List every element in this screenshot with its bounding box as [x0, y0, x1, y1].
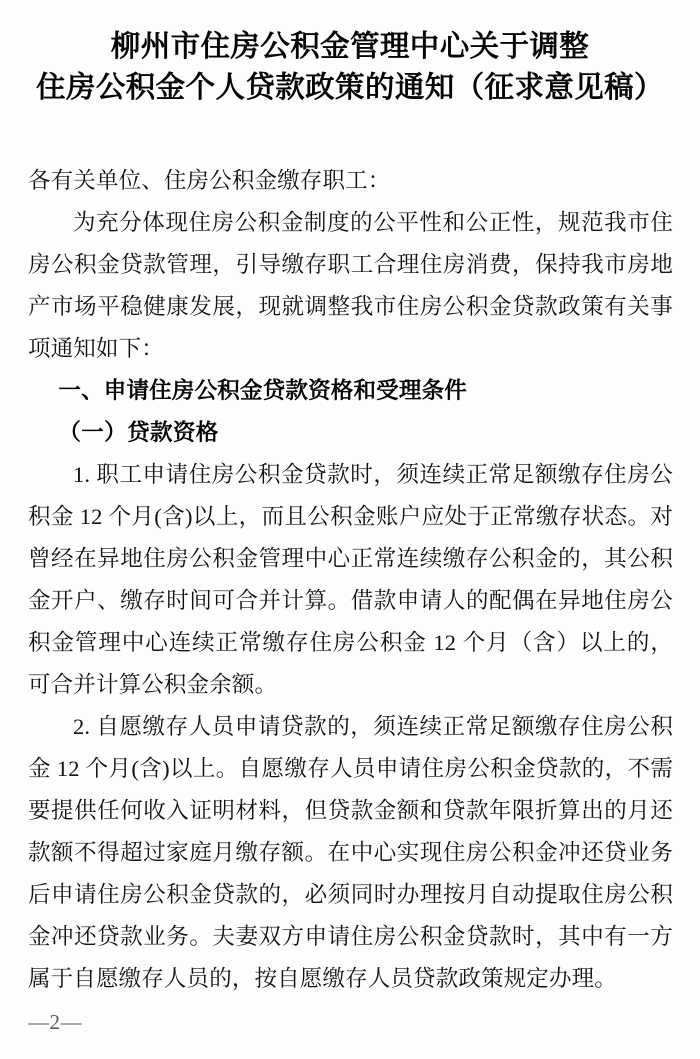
section-heading-1: 一、申请住房公积金贷款资格和受理条件 — [58, 378, 467, 404]
subsection-heading-1-1: （一）贷款资格 — [58, 420, 219, 445]
salutation-line: 各有关单位、住房公积金缴存职工： — [28, 168, 391, 193]
clause-item-2: 2. 自愿缴存人员申请贷款的，须连续正常足额缴存住房公积金 12 个月(含)以上。自愿缴存人员申请住房公积金贷款的，不需要提供任何收入证明材料，但贷款金额和贷款年限折算出的月还款额不得超过家庭月缴存额。在中心实现住房公积金冲还贷业务后申请住房公积金贷款的，必须同时办理按月自动提取住房公积金冲还贷款业务。夫妻双方申请住房公积金贷款时，其中有一方属于自愿缴存人员的，按自愿缴存人员贷款政策规定办理。 — [28, 714, 673, 991]
document-title-line-1: 柳州市住房公积金管理中心关于调整 — [110, 29, 590, 63]
document-body — [28, 160, 673, 1000]
preamble-paragraph: 为充分体现住房公积金制度的公平性和公正性，规范我市住房公积金贷款管理，引导缴存职工合理住房消费，保持我市房地产市场平稳健康发展，现就调整我市住房公积金贷款政策有关事项通知如下： — [28, 210, 673, 361]
document-title — [0, 26, 700, 108]
clause-item-1: 1. 职工申请住房公积金贷款时，须连续正常足额缴存住房公积金 12 个月(含)以上，而且公积金账户应处于正常缴存状态。对曾经在异地住房公积金管理中心正常连续缴存公积金的，其公积金开户、缴存时间可合并计算。借款申请人的配偶在异地住房公积金管理中心连续正常缴存住房公积金 12 个月（含）以上的，可合并计算公积金余额。 — [28, 462, 673, 697]
document-title-line-2: 住房公积金个人贷款政策的通知（征求意见稿） — [36, 70, 664, 104]
page-number-footer: —2— — [28, 1010, 82, 1034]
